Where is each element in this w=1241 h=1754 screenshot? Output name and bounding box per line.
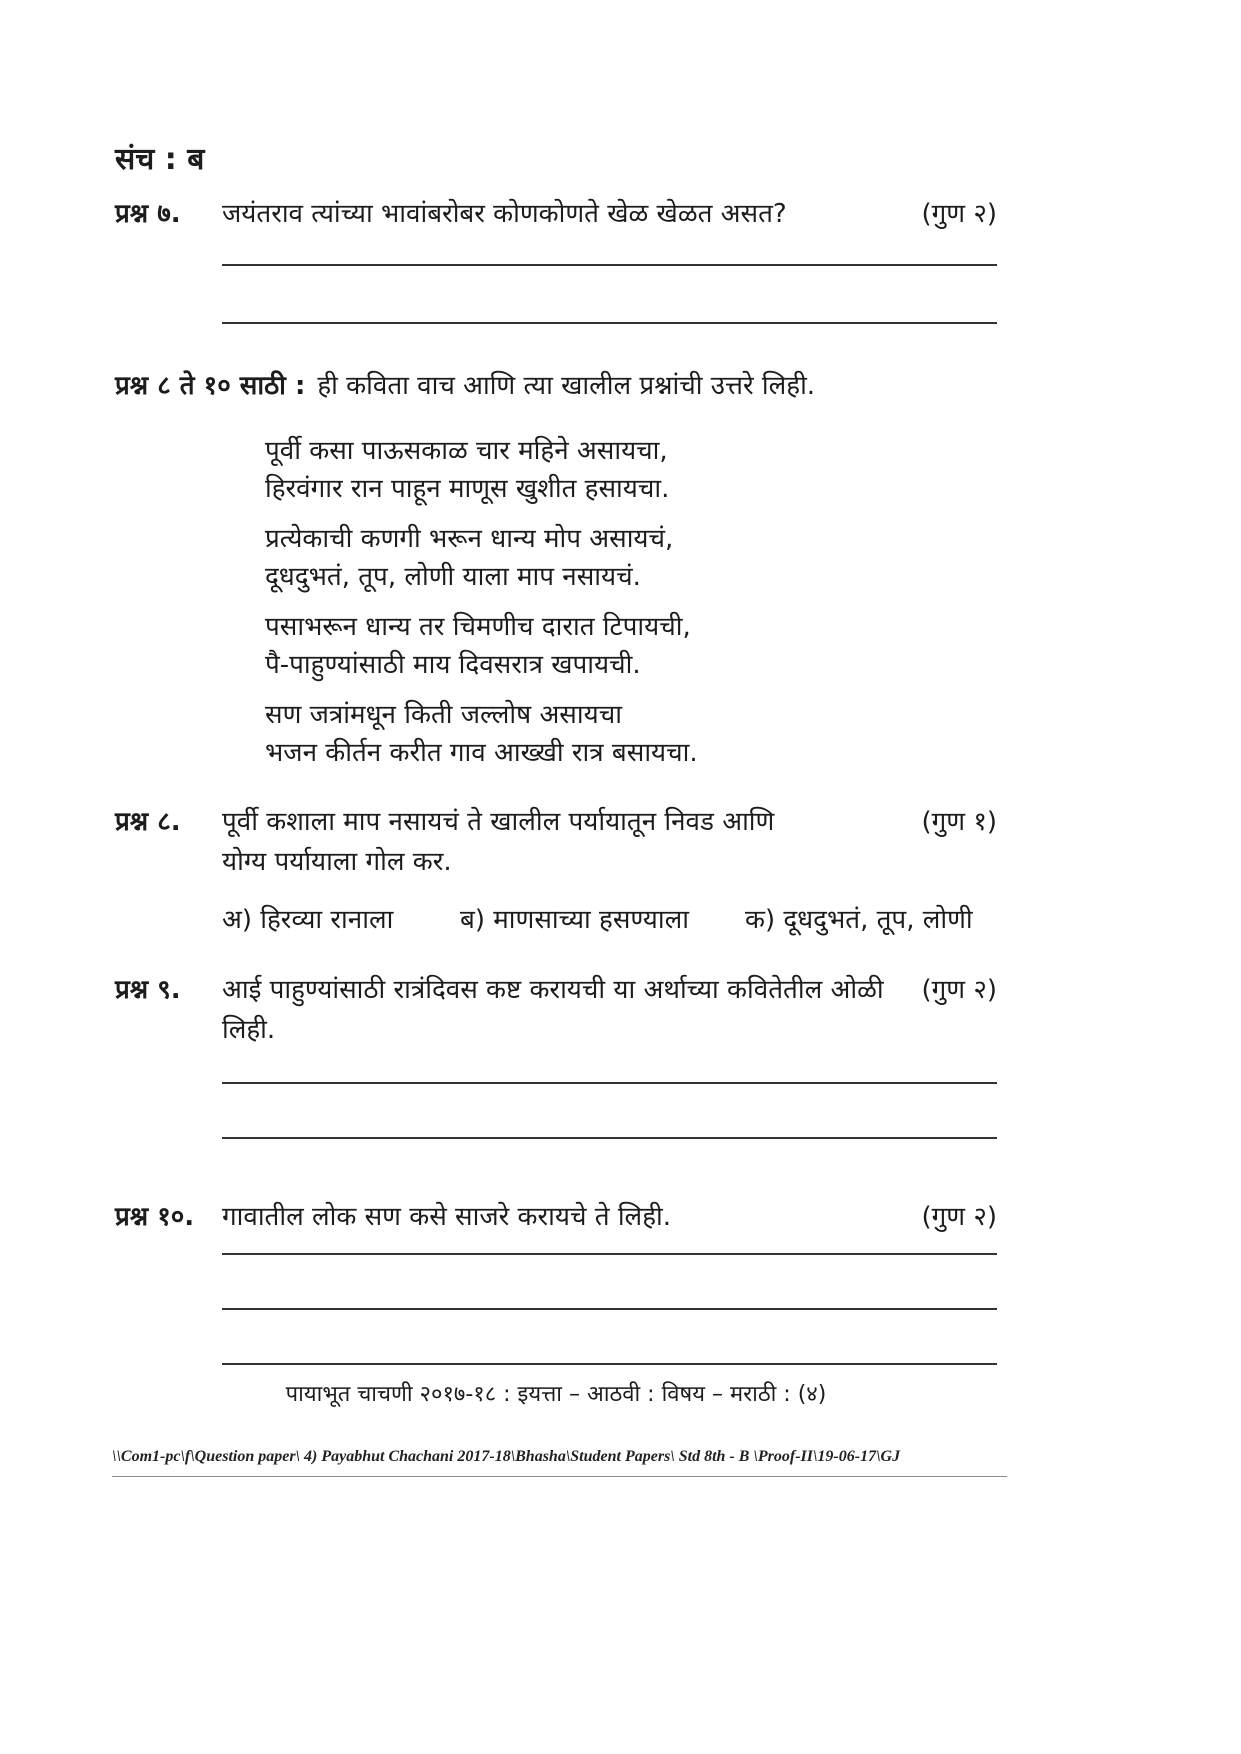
poem-line: दूधदुभतं, तूप, लोणी याला माप नसायचं. [265,562,641,592]
option-b: ब) माणसाच्या हसण्याला [460,905,689,935]
question-9-text: आई पाहुण्यांसाठी रात्रंदिवस कष्ट करायची या अर्थाच्या कवितेतील ओळी लिही. [222,975,884,1045]
poem-couplet [265,608,997,684]
answer-line [222,1050,997,1084]
question-9 [115,970,997,1050]
poem-line: पूर्वी कसा पाऊसकाळ चार महिने असायचा, [265,436,668,466]
answer-line [222,234,997,266]
question-7-text: जयंतराव त्यांच्या भावांबरोबर कोणकोणते खेळ खेळत असत? [222,199,787,229]
question-8-marks: (गुण १) [921,807,997,837]
question-10-text: गावातील लोक सण कसे साजरे करायचे ते लिही. [222,1202,671,1232]
question-7 [115,194,997,234]
option-a: अ) हिरव्या रानाला [222,905,394,935]
poem-line: हिरवंगार रान पाहून माणूस खुशीत हसायचा. [265,474,670,504]
answer-line [222,266,997,324]
poem-intro-label: प्रश्न ८ ते १० साठी : [115,371,306,401]
poem-line: भजन कीर्तन करीत गाव आख्खी रात्र बसायचा. [265,738,698,768]
question-9-marks: (गुण २) [921,975,997,1005]
poem-line: सण जत्रांमधून किती जल्लोष असायचा [265,700,622,730]
question-10-label: प्रश्न १०. [115,1202,195,1232]
question-8-options [222,900,997,940]
paper-content [115,142,997,1365]
poem-couplet [265,520,997,596]
question-8 [115,802,997,842]
poem-line: प्रत्येकाची कणगी भरून धान्य मोप असायचं, [265,524,674,554]
question-10-marks: (गुण २) [921,1202,997,1232]
poem [265,432,997,772]
option-c: क) दूधदुभतं, तूप, लोणी [745,905,973,935]
answer-line [222,1310,997,1365]
question-7-label: प्रश्न ७. [115,199,181,229]
question-8-text-continued: योग्य पर्यायाला गोल कर. [222,847,452,877]
question-9-label: प्रश्न ९. [115,975,181,1005]
poem-couplet [265,696,997,772]
question-7-marks: (गुण २) [921,199,997,229]
answer-line [222,1255,997,1310]
file-path-note: \\Com1-pc\f\Question paper\ 4) Payabhut Chachani 2017-18\Bhasha\Student Papers\ Std 8th - B \Proof-II\19-06-17\GJ [112,1448,1007,1477]
question-8-label: प्रश्न ८. [115,807,181,837]
set-heading: संच : ब [115,142,205,177]
answer-line [222,1237,997,1255]
paper-footer: पायाभूत चाचणी २०१७-१८ : इयत्ता – आठवी : विषय – मराठी : (४) [285,1382,827,1407]
poem-intro-text: ही कविता वाच आणि त्या खालील प्रश्नांची उत्तरे लिही. [317,371,816,401]
poem-line: पसाभरून धान्य तर चिमणीच दारात टिपायची, [265,612,691,642]
question-10 [115,1197,997,1237]
poem-couplet [265,432,997,508]
answer-line [222,1084,997,1139]
poem-intro [115,366,997,406]
question-8-text: पूर्वी कशाला माप नसायचं ते खालील पर्यायातून निवड आणि [222,807,775,837]
poem-line: पै-पाहुण्यांसाठी माय दिवसरात्र खपायची. [265,650,641,680]
